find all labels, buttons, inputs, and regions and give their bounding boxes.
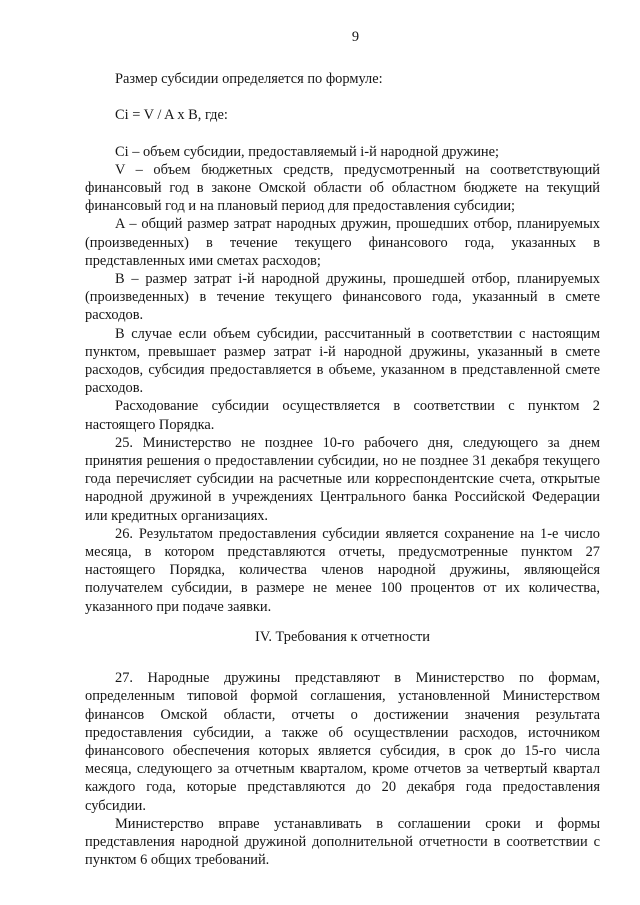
- definition-a: A – общий размер затрат народных дружин, прошедших отбор, планируемых (произведенных) в течение текущего финансового года, указанных в представленных ими сметах расходов;: [85, 216, 600, 269]
- section-heading: IV. Требования к отчетности: [255, 628, 430, 645]
- definition-b: B – размер затрат i-й народной дружины, прошедшей отбор, планируемых (произведенных) в течение текущего финансового года, указанный в смете расходов.: [85, 271, 600, 324]
- excess-case-paragraph: В случае если объем субсидии, рассчитанный в соответствии с настоящим пунктом, превышает размер затрат i-й народной дружины, указанный в смете расходов, субсидия предоставляется в объеме, указанном в представленной смете расходов.: [85, 325, 600, 397]
- formula: Ci = V / A x B, где:: [115, 107, 228, 124]
- definition-ci: Ci – объем субсидии, предоставляемый i-й народной дружине;: [115, 143, 500, 160]
- page-number: 9: [351, 29, 360, 45]
- clause-27: 27. Народные дружины представляют в Министерство по формам, определенным типовой формой соглашения, установленной Министерством финансов Омской области, отчеты о достижении значения результата предоставления субсидии, а также об осуществлении расходов, источником финансового обеспечения которых является субсидия, в срок до 15-го числа месяца, следующего за отчетным кварталом, кроме отчетов за четвертый квартал каждого года, которые представляются до 20 декабря года предоставления субсидии.: [85, 670, 600, 814]
- clause-26: 26. Результатом предоставления субсидии является сохранение на 1-е число месяца, в котором представляются отчеты, предусмотренные пунктом 27 настоящего Порядка, количества членов народной дружины, являющейся получателем субсидии, в размере не менее 100 процентов от их количества, указанного при подаче заявки.: [85, 525, 600, 615]
- additional-reporting-paragraph: Министерство вправе устанавливать в соглашении сроки и формы представления народной дружиной дополнительной отчетности в соответствии с пунктом 6 общих требований.: [85, 815, 600, 869]
- clause-25: 25. Министерство не позднее 10-го рабочего дня, следующего за днем принятия решения о предоставлении субсидии, но не позднее 31 декабря текущего года перечисляет субсидии на расчетные или корреспондентские счета, открытые народной дружиной в учреждениях Центрального банка Российской Федерации или кредитных организациях.: [85, 434, 600, 524]
- formula-intro: Размер субсидии определяется по формуле:: [115, 71, 383, 88]
- spending-paragraph: Расходование субсидии осуществляется в соответствии с пунктом 2 настоящего Порядка.: [85, 398, 600, 433]
- definition-v: V – объем бюджетных средств, предусмотренный на соответствующий финансовый год в законе Омской области об областном бюджете на текущий финансовый год и на плановый период для предоставления субсидии;: [85, 161, 600, 215]
